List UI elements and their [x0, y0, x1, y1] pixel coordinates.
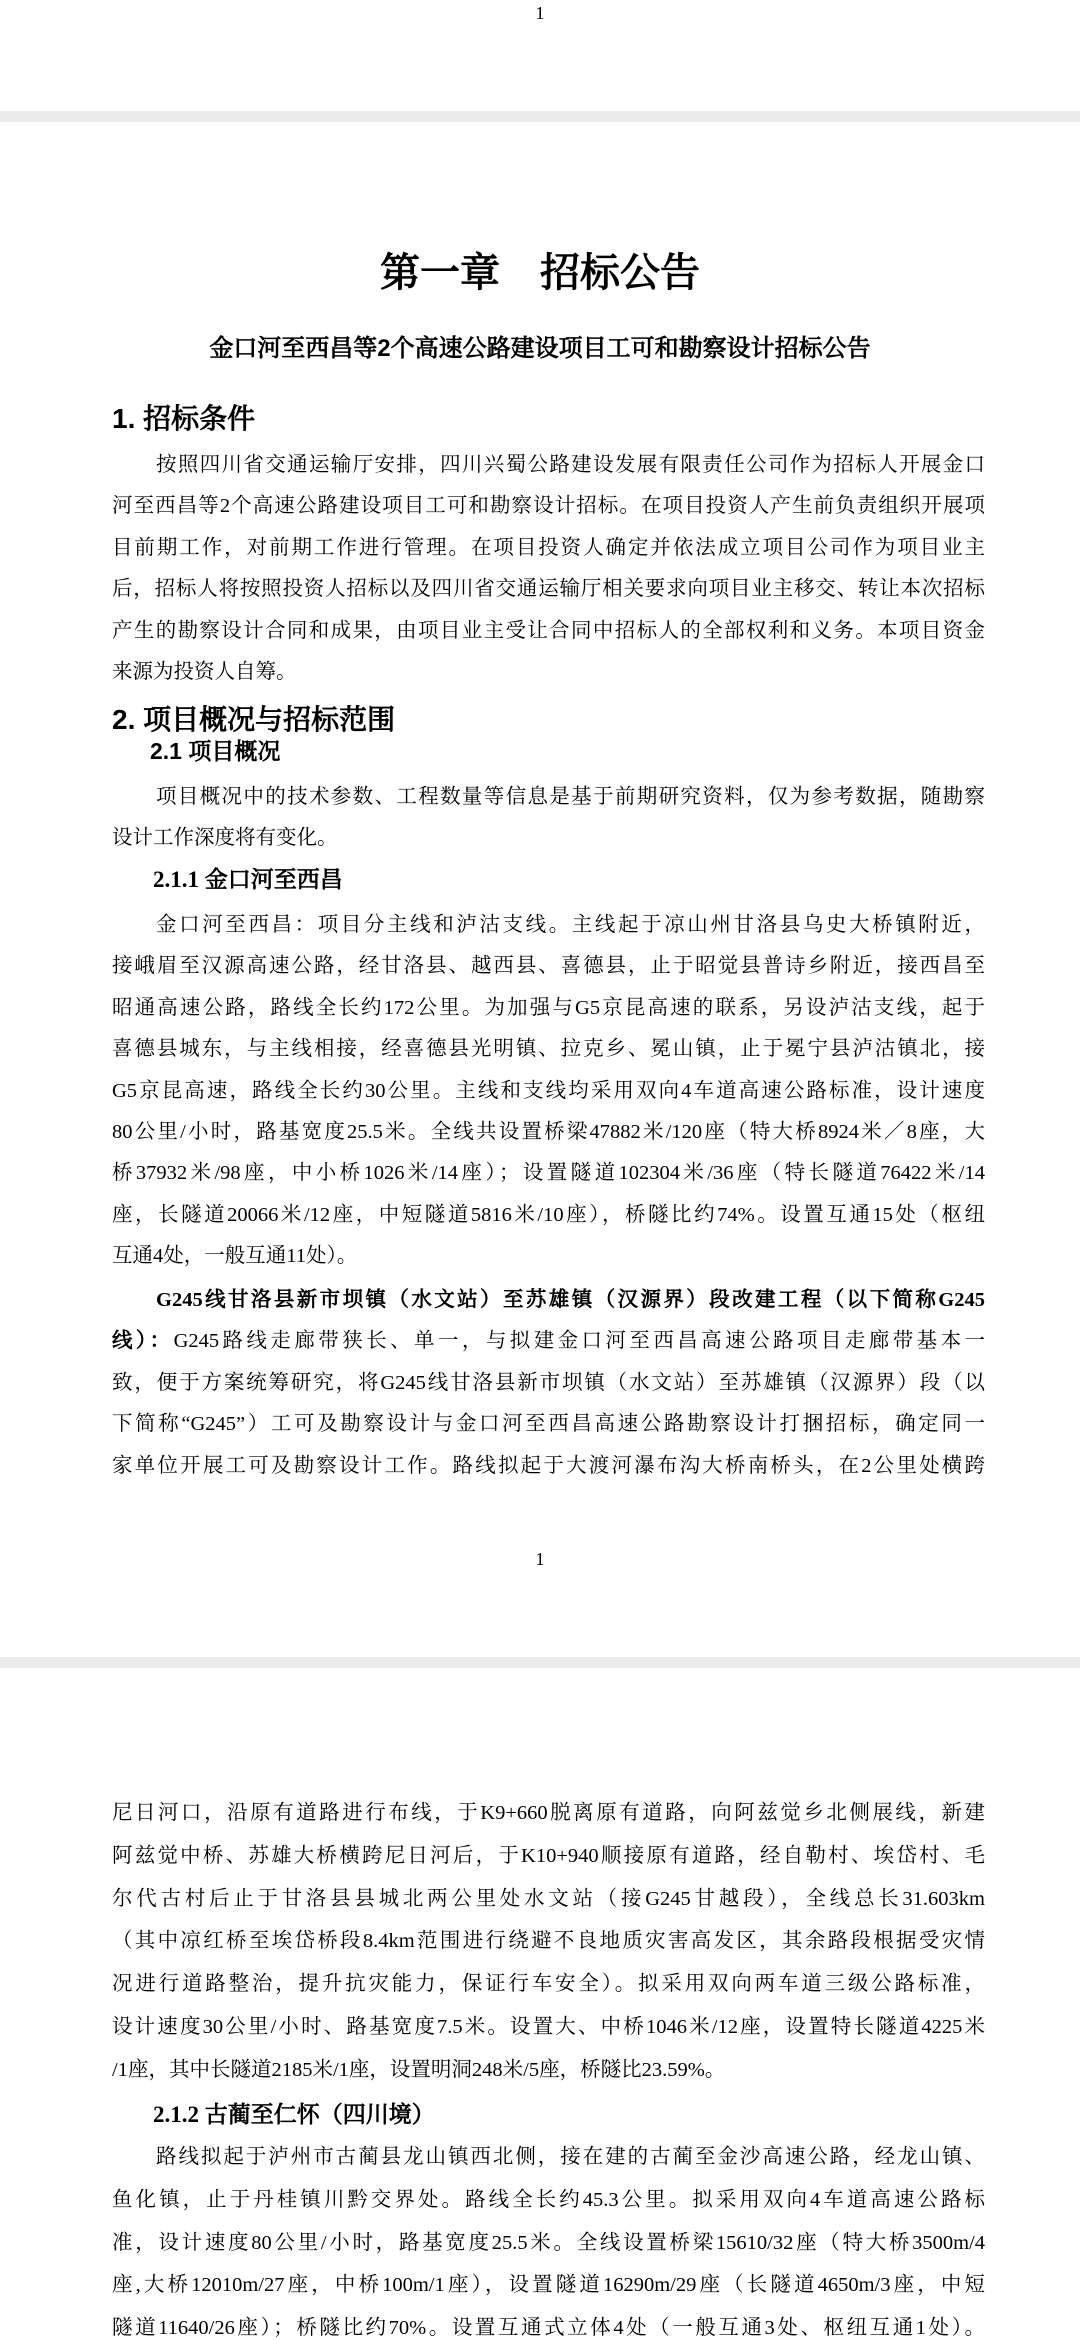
paragraph-project-overview — [112, 777, 985, 860]
text-line — [112, 1321, 985, 1362]
text-line: G245线甘洛县新市坝镇（水文站）至苏雄镇（汉源界）段改建工程（以下简称G245 — [156, 1289, 985, 1311]
text-line: 后，招标人将按照投资人招标以及四川省交通运输厅相关要求向项目业主移交、转让本次招标 — [112, 578, 985, 601]
text-line: G5京昆高速，路线全长约30公里。主线和支线均采用双向4车道高速公路标准，设计速度 — [112, 1079, 985, 1102]
text-line: 按照四川省交通运输厅安排，四川兴蜀公路建设发展有限责任公司作为招标人开展金口 — [156, 454, 985, 476]
text-line: 路线拟起于泸州市古蔺县龙山镇西北侧，接在建的古蔺至金沙高速公路，经龙山镇、 — [156, 2146, 985, 2168]
text-line: 昭通高速公路，路线全长约172公里。为加强与G5京昆高速的联系，另设泸沽支线，起于 — [112, 996, 985, 1019]
section-heading-1: 1. 招标条件 — [112, 403, 256, 434]
text-line: 尼日河口，沿原有道路进行布线，于K9+660脱离原有道路，向阿兹觉乡北侧展线，新建 — [112, 1802, 985, 1824]
text-line: 家单位开展工可及勘察设计工作。路线拟起于大渡河瀑布沟大桥南桥头，在2公里处横跨 — [112, 1454, 985, 1477]
text-line: 河至西昌等2个高速公路建设项目工可和勘察设计招标。在项目投资人产生前负责组织开展项 — [112, 495, 985, 518]
text-line: （其中凉红桥至埃岱桥段8.4km范围进行绕避不良地质灾害高发区，其余路段根据受灾情 — [112, 1930, 985, 1953]
text-line: 设计速度30公里/小时、路基宽度7.5米。设置大、中桥1046米/12座，设置特长隧道4225米 — [112, 2015, 985, 2038]
section-heading-2-1-1: 2.1.1 金口河至西昌 — [153, 867, 343, 892]
text-line: 座，长隧道20066米/12座，中短隧道5816米/10座），桥隧比约74%。设置互通15处（枢纽 — [112, 1203, 985, 1226]
page-top-partial — [0, 0, 1080, 111]
text-line: 鱼化镇，止于丹桂镇川黔交界处。路线全长约45.3公里。拟采用双向4车道高速公路标 — [112, 2188, 985, 2211]
text-line: 喜德县城东，与主线相接，经喜德县光明镇、拉克乡、冕山镇，止于冕宁县泸沽镇北，接 — [112, 1038, 985, 1061]
text-line: 况进行道路整治，提升抗灾能力，保证行车安全）。拟采用双向两车道三级公路标准， — [112, 1973, 985, 1996]
page-gap-separator — [0, 1657, 1080, 1668]
text-line: 座,大桥12010m/27座，中桥100m/1座），设置隧道16290m/29座（长隧道4650m/3座，中短 — [112, 2274, 985, 2297]
page-number-footer: 1 — [535, 3, 545, 23]
text-line: 尔代古村后止于甘洛县县城北两公里处水文站（接G245甘越段），全线总长31.603km — [112, 1887, 985, 1910]
paragraph-g245-continued — [112, 1792, 985, 2092]
text-line: 产生的勘察设计合同和成果，由项目业主受让合同中招标人的全部权利和义务。本项目资金 — [112, 619, 985, 642]
text-line: 准，设计速度80公里/小时，路基宽度25.5米。全线设置桥梁15610/32座（特大桥3500m/4 — [112, 2231, 985, 2254]
document-page-2 — [0, 1668, 1080, 2340]
paragraph-tender-conditions — [112, 445, 985, 693]
text-lines — [112, 777, 985, 860]
text-line: 设计工作深度将有变化。 — [112, 827, 338, 850]
chapter-title: 第一章 招标公告 — [380, 251, 700, 295]
line-rest: G245路线走廊带狭长、单一，与拟建金口河至西昌高速公路项目走廊带基本一 — [173, 1330, 986, 1353]
text-lines — [112, 2136, 985, 2340]
paragraph-g245 — [112, 1280, 985, 1487]
text-line: 金口河至西昌：项目分主线和泸沽支线。主线起于凉山州甘洛县乌史大桥镇附近， — [156, 914, 985, 936]
page-number-footer: 1 — [535, 1549, 545, 1569]
section-heading-2-1-2: 2.1.2 古蔺至仁怀（四川境） — [153, 2102, 435, 2127]
text-line: /1座，其中长隧道2185米/1座，设置明洞248米/5座，桥隧比23.59%。 — [112, 2058, 726, 2081]
text-line: 互通4处，一般互通11处）。 — [112, 1245, 358, 1268]
text-line: 阿兹觉中桥、苏雄大桥横跨尼日河后，于K10+940顺接原有道路，经自勒村、埃岱村、毛 — [112, 1844, 985, 1867]
page-gap-separator — [0, 111, 1080, 122]
text-line: 项目概况中的技术参数、工程数量等信息是基于前期研究资料，仅为参考数据，随勘察 — [156, 786, 985, 808]
text-lines — [112, 445, 985, 693]
text-lines — [112, 1792, 985, 2092]
section-heading-2-1: 2.1 项目概况 — [150, 738, 281, 764]
text-line: 来源为投资人自筹。 — [112, 661, 297, 684]
section-heading-2: 2. 项目概况与招标范围 — [112, 704, 396, 735]
text-line: 下简称“G245”）工可及勘察设计与金口河至西昌高速公路勘察设计打捆招标，确定同一 — [112, 1413, 985, 1436]
document-page-1 — [0, 122, 1080, 1657]
text-line: 接峨眉至汉源高速公路，经甘洛县、越西县、喜德县，止于昭觉县普诗乡附近，接西昌至 — [112, 955, 985, 978]
bold-lead: 线）： — [112, 1330, 174, 1353]
paragraph-jinkouhe-xichang — [112, 905, 985, 1278]
text-line: 隧道11640/26座）；桥隧比约70%。设置互通式立体4处（一般互通3处、枢纽互通1处）。 — [112, 2317, 985, 2340]
text-line: 桥37932米/98座，中小桥1026米/14座）；设置隧道102304米/36座（特长隧道76422米/14 — [112, 1162, 985, 1185]
text-lines — [112, 905, 985, 1278]
text-line: 80公里/小时，路基宽度25.5米。全线共设置桥梁47882米/120座（特大桥8924米／8座，大 — [112, 1121, 985, 1144]
paragraph-gulin-renhuai — [112, 2136, 985, 2340]
text-line: 目前期工作，对前期工作进行管理。在项目投资人确定并依法成立项目公司作为项目业主 — [112, 536, 985, 559]
text-line: 致，便于方案统筹研究，将G245线甘洛县新市坝镇（水文站）至苏雄镇（汉源界）段（以 — [112, 1371, 985, 1394]
text-lines — [112, 1363, 985, 1487]
document-subtitle: 金口河至西昌等2个高速公路建设项目工可和勘察设计招标公告 — [209, 335, 871, 362]
